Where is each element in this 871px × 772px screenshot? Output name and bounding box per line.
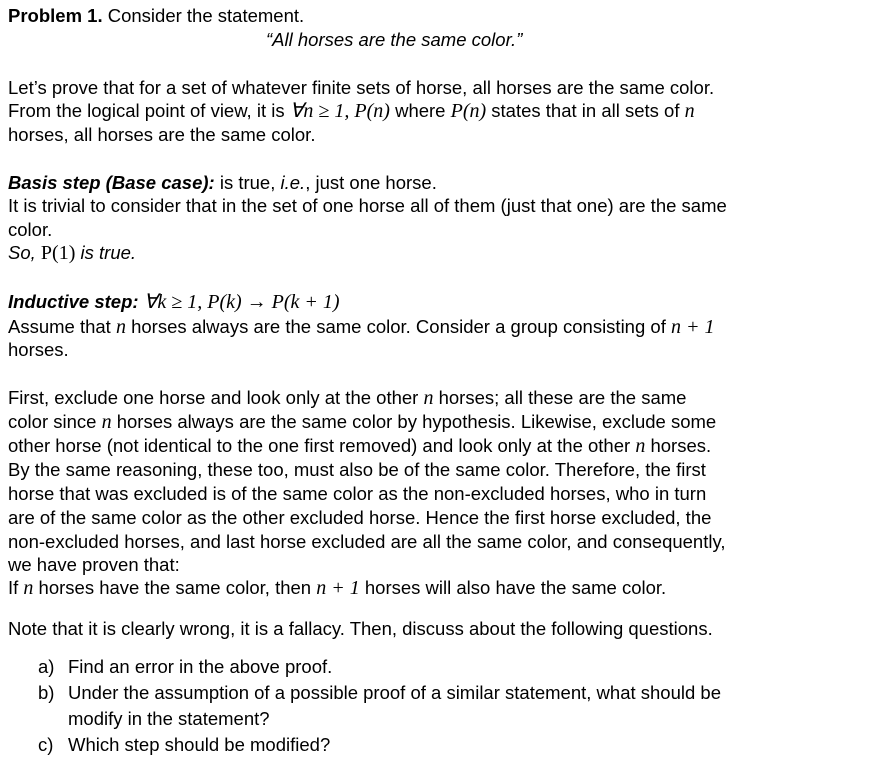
note-line: Note that it is clearly wrong, it is a fallacy. Then, discuss about the following questions. bbox=[8, 618, 713, 639]
question-c bbox=[38, 733, 330, 757]
para2-line5: horse that was excluded is of the same color as the non-excluded horses, who in turn bbox=[8, 483, 707, 504]
para1-text: states that in all sets of bbox=[486, 100, 685, 121]
basis-line4 bbox=[8, 241, 136, 265]
para2-text: horses always are the same color by hypothesis. Likewise, exclude some bbox=[111, 411, 717, 432]
math-p1: P(1) bbox=[40, 242, 76, 264]
para1-text: From the logical point of view, it is bbox=[8, 100, 290, 121]
basis-text: is true. bbox=[75, 242, 137, 263]
inductive-text: Assume that bbox=[8, 316, 116, 337]
math-n: n bbox=[423, 387, 434, 409]
para2-text: other horse (not identical to the one first removed) and look only at the other bbox=[8, 435, 636, 456]
question-b-label: b) bbox=[38, 682, 55, 703]
problem-statement: “All horses are the same color.” bbox=[266, 29, 523, 50]
math-pn: P(n) bbox=[450, 100, 487, 122]
para2-text: horses have the same color, then bbox=[33, 577, 317, 598]
math-n: n bbox=[101, 411, 112, 433]
para2-text: If bbox=[8, 577, 24, 598]
question-a-label: a) bbox=[38, 656, 55, 677]
question-a bbox=[38, 655, 332, 679]
basis-line2: It is trivial to consider that in the set of one horse all of them (just that one) are the same bbox=[8, 195, 727, 216]
math-n: n bbox=[115, 316, 126, 338]
inductive-text: horses always are the same color. Consider a group consisting of bbox=[125, 316, 671, 337]
basis-line1 bbox=[8, 171, 437, 195]
math-n: n bbox=[684, 100, 695, 122]
question-c-text: Which step should be modified? bbox=[68, 734, 331, 755]
math-n: n bbox=[635, 435, 646, 457]
para1-line3: horses, all horses are the same color. bbox=[8, 124, 316, 145]
para1-line1: Let’s prove that for a set of whatever finite sets of horse, all horses are the same color. bbox=[8, 77, 715, 98]
question-b-continuation: modify in the statement? bbox=[68, 708, 270, 729]
question-b-text: Under the assumption of a possible proof of a similar statement, what should be bbox=[68, 682, 721, 703]
para1-text: where bbox=[389, 100, 451, 121]
problem-heading bbox=[8, 4, 304, 28]
para2-line1 bbox=[8, 386, 686, 410]
para2-line2 bbox=[8, 410, 716, 434]
basis-text: , just one horse. bbox=[305, 172, 437, 193]
para2-text: color since bbox=[8, 411, 102, 432]
para2-line7: non-excluded horses, and last horse excluded are all the same color, and consequently, bbox=[8, 531, 726, 552]
para2-line3 bbox=[8, 434, 711, 458]
question-c-label: c) bbox=[38, 734, 54, 755]
math-forall-pn: ∀n ≥ 1, P(n) bbox=[289, 100, 390, 122]
basis-ie: i.e. bbox=[280, 172, 306, 193]
math-n-plus-1: n + 1 bbox=[316, 577, 360, 599]
para2-text: horses. bbox=[645, 435, 712, 456]
para1-line2 bbox=[8, 99, 695, 123]
inductive-line3: horses. bbox=[8, 339, 69, 360]
para2-text: horses; all these are the same bbox=[433, 387, 687, 408]
basis-line3: color. bbox=[8, 219, 53, 240]
problem-label: Problem 1. bbox=[8, 5, 103, 26]
math-n-plus-1: n + 1 bbox=[670, 316, 715, 338]
inductive-line1 bbox=[8, 290, 340, 314]
math-inductive-formula: ∀k ≥ 1, P(k) → P(k + 1) bbox=[143, 291, 340, 313]
basis-text: is true, bbox=[214, 172, 281, 193]
para2-line8: we have proven that: bbox=[8, 554, 180, 575]
para2-line6: are of the same color as the other excluded horse. Hence the first horse excluded, the bbox=[8, 507, 712, 528]
para2-text: horses will also have the same color. bbox=[359, 577, 667, 598]
inductive-line2 bbox=[8, 315, 714, 339]
inductive-label: Inductive step: bbox=[8, 291, 139, 312]
question-a-text: Find an error in the above proof. bbox=[68, 656, 333, 677]
para2-line9 bbox=[8, 576, 666, 600]
question-b bbox=[38, 681, 721, 705]
basis-text: So, bbox=[8, 242, 41, 263]
problem-intro: Consider the statement. bbox=[102, 5, 305, 26]
math-n: n bbox=[23, 577, 34, 599]
para2-text: First, exclude one horse and look only at the other bbox=[8, 387, 424, 408]
basis-label: Basis step (Base case): bbox=[8, 172, 215, 193]
para2-line4: By the same reasoning, these too, must also be of the same color. Therefore, the first bbox=[8, 459, 706, 480]
